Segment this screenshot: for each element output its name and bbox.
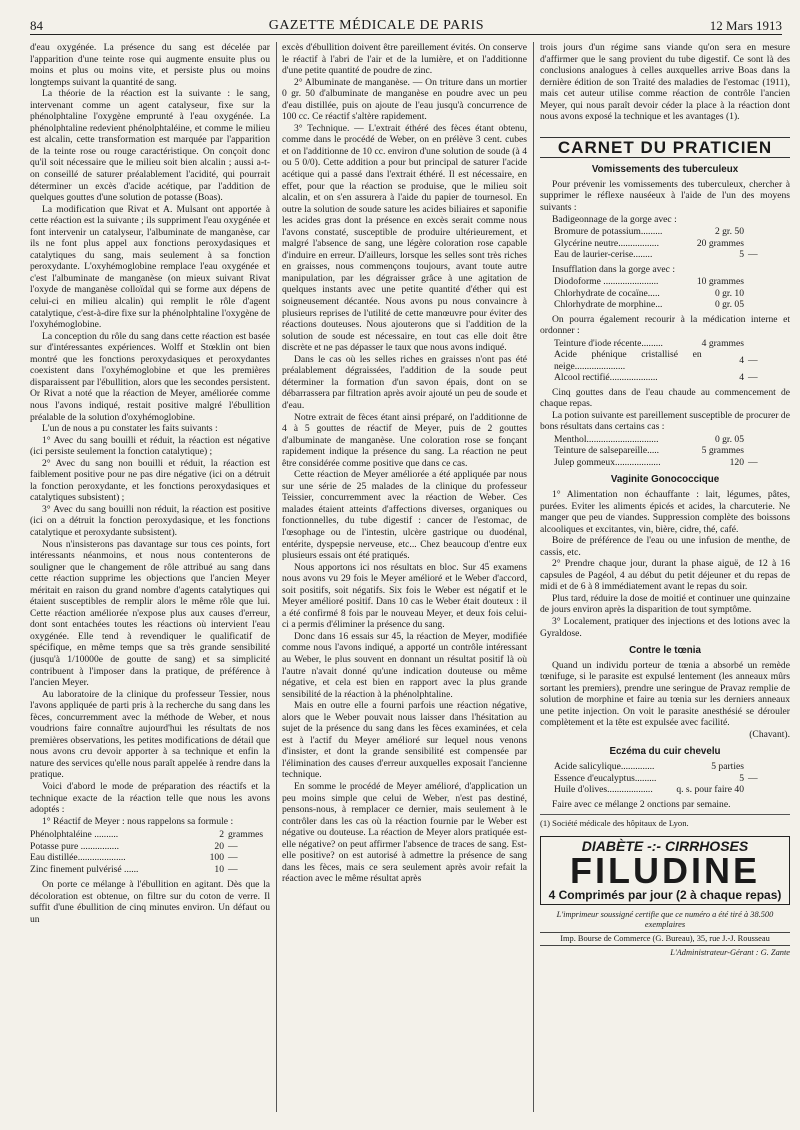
- ingredient: Diodoforme .......................: [554, 276, 659, 288]
- paragraph: Mais en outre elle a fourni parfois une réaction négative, alors que le Weber pouvait nous laisser dans l'hésitation au sujet de la présence du sang dans les fèces examinées, et cela est à l'actif du Meyer amélioré sur lequel nous venons d'insister, et dont la grande sensibilité est compensée par l'élimination des causes d'erreur auxquelles exposait l'ancienne technique.: [282, 700, 527, 781]
- paragraph: 2° Avec du sang non bouilli et réduit, la réaction est faiblement positive pour ne pas dire négative (ici on a détruit la fonction peroxydante, et les fonctions peroxydasiques et catalytiques subsistent) ;: [30, 457, 270, 504]
- formula-row: [554, 784, 790, 796]
- unit: [748, 445, 790, 457]
- paragraph: La théorie de la réaction est la suivante : le sang, intervenant comme un agent catalyseur, fixe sur la phénolphtaline l'oxygène emprunté à l'eau oxygénée. La phénolphtaline redevient phénolphtaléine, et comme le milieu est alcalin, cette transformation est marquée par l'apparition de la teinte rose ou rouge caractéristique. On conçoit donc qu'il soit nécessaire que le milieu soit bien alcalin ; aussi a-t-on conseillé de saturer préalablement l'acidité, qui pourrait déterminer un excès d'acide acétique, par l'addition de quelques gouttes d'une solution de potasse (Boas).: [30, 88, 270, 204]
- unit: —: [228, 863, 238, 875]
- paragraph: Donc dans 16 essais sur 45, la réaction de Meyer, modifiée comme nous l'avons indiqué, a apporté un contrôle intéressant au Weber, le plus souvent en donnant un résultat positif là où l'autre n'avait donné qu'une indication douteuse ou même négative, et cela est bien en rapport avec la plus grande sensibilité de la réaction à la phénolphtaline.: [282, 630, 527, 700]
- meyer-formula-table: [30, 829, 270, 875]
- paragraph: Cinq gouttes dans de l'eau chaude au commencement de chaque repas.: [540, 386, 790, 410]
- filudine-advertisement: [540, 836, 790, 905]
- formula-row: [554, 773, 790, 785]
- formula-row: [554, 249, 790, 261]
- quantity: 5: [739, 772, 744, 784]
- prescription-table: [554, 226, 790, 261]
- section-heading: Vomissements des tuberculeux: [591, 164, 739, 176]
- prescription-table: [554, 761, 790, 796]
- paragraph: trois jours d'un régime sans viande qu'on sera en mesure d'affirmer que le sang provient du tube digestif. Ce sont là des conclusions analogues à celles auxquelles arrive Boas dans la dernière édition de son Traité des maladies de l'estomac (1911), mais cet auteur utilise comme réaction de contrôle l'ancien Meyer, qui nous paraît devoir céder la place à la réaction dont nous avons exposé la technique et les avantages (1).: [540, 42, 790, 123]
- quantity: q. s. pour faire 40: [676, 784, 744, 796]
- formula-row: [554, 288, 790, 300]
- paragraph: Voici d'abord le mode de préparation des réactifs et la technique exacte de la réaction telle que nous les avons adoptés :: [30, 781, 270, 816]
- paragraph: Cette réaction de Meyer améliorée a été appliquée par nous sur une série de 25 malades de la clinique du professeur Teissier, concurremment avec la réaction de Weber. Ces malades étaient atteints d'affections diverses, organiques ou fonctionnelles, du tube digestif : cancer de l'estomac, de l'œsophage ou de l'intestin, ulcère gastrique ou duodénal, entérite, dyspepsie nerveuse, etc... Chez beaucoup d'entre eux plusieurs essais ont été pratiqués.: [282, 469, 527, 562]
- section-heading: Vaginite Gonococcique: [610, 474, 720, 486]
- paragraph: La modification que Rivat et A. Mulsant ont apportée à cette réaction est la suivante ; ils suppriment l'eau oxygénée et font intervenir un catalyseur, l'albuminate de manganèse, car ils ne font plus appel aux fonctions peroxydasiques et catalytiques du sang, mais seulement à sa fonction peroxydante. L'oxyhémoglobine remplace l'eau oxygénée et c'est l'albuminate de manganèse (on mieux suivant Rivat l'oxyde de manganèse colloïdal qui se forme aux dépens de celui-ci en milieu alcalin) qui remplit le rôle d'agent catalytique, c'est-à-dire fixe sur la phénolphtaline l'oxygène de l'oxyhémoglobine.: [30, 203, 270, 331]
- ingredient: Chlorhydrate de cocaïne.....: [554, 287, 660, 299]
- formula-row: [554, 445, 790, 457]
- ingredient: Acide salicylique..............: [554, 761, 655, 773]
- ingredient: Glycérine neutre.................: [554, 237, 659, 249]
- unit: [748, 288, 790, 300]
- unit: grammes: [228, 829, 264, 841]
- unit: [748, 761, 790, 773]
- formula-row: [30, 841, 270, 853]
- ingredient: Alcool rectifié....................: [554, 372, 658, 384]
- unit: —: [748, 249, 758, 261]
- quantity: 0 gr. 05: [714, 433, 744, 445]
- unit: —: [748, 355, 758, 366]
- formula-row: [554, 349, 790, 372]
- ad-brand-name: FILUDINE: [570, 850, 760, 892]
- quantity: 120: [729, 456, 744, 468]
- quantity: 5 parties: [711, 761, 744, 773]
- formula-row: [554, 434, 790, 446]
- quantity: 20: [214, 840, 224, 852]
- ingredient: Essence d'eucalyptus.........: [554, 772, 657, 784]
- quantity: 100: [209, 852, 224, 864]
- ingredient: Chlorhydrate de morphine...: [554, 299, 663, 311]
- page-number: 84: [30, 18, 43, 33]
- unit: [748, 434, 790, 446]
- imprint-block: [540, 910, 790, 958]
- paragraph: Nous apportons ici nos résultats en bloc. Sur 45 examens nous avons vu 29 fois le Meyer amélioré et le Weber d'accord, soit positifs, soit négatifs. Six fois le Weber est négatif et le Meyer amélioré positif. Dans 10 cas le Weber était douteux : il a été confirmé 8 fois par le nouveau Meyer, et deux fois celui-ci a permis d'éliminer la présence du sang.: [282, 561, 527, 631]
- unit: —: [228, 852, 238, 864]
- paragraph: excès d'ébullition doivent être pareillement évités. On conserve le réactif à l'abri de l'air et de la lumière, et on l'additionne d'une petite quantité de poudre de zinc.: [282, 42, 527, 77]
- ingredient: Bromure de potassium.........: [554, 226, 663, 238]
- paragraph: d'eau oxygénée. La présence du sang est décelée par l'apparition d'une teinte rose qui augmente ensuite plus ou moins et plus ou moins vite, et persiste plus ou moins longtemps suivant la quantité de sang.: [30, 42, 270, 88]
- formula-row: [554, 276, 790, 288]
- page-header: [30, 14, 782, 35]
- quantity: 4 grammes: [701, 337, 744, 349]
- quantity: 10: [214, 863, 224, 875]
- quantity: 20 grammes: [696, 237, 744, 249]
- paragraph: Boire de préférence de l'eau ou une infusion de menthe, de cassis, etc.: [540, 535, 790, 558]
- formula-row: [554, 338, 790, 350]
- formula-row: [554, 238, 790, 250]
- quantity: 4: [739, 355, 744, 366]
- ingredient: Eau distillée....................: [30, 852, 126, 864]
- formula-row: [554, 226, 790, 238]
- ingredient: Julep gommeux...................: [554, 456, 661, 468]
- formula-row: [30, 852, 270, 864]
- paragraph: La potion suivante est pareillement susceptible de procurer de bons résultats dans certains cas :: [540, 409, 790, 433]
- section-heading: Eczéma du cuir chevelu: [609, 746, 721, 758]
- formula-row: [554, 457, 790, 469]
- formula-row: [30, 829, 270, 841]
- journal-title: GAZETTE MÉDICALE DE PARIS: [268, 18, 485, 33]
- paragraph: 2° Prendre chaque jour, durant la phase aiguë, de 12 à 16 capsules de Pagéol, 4 au début du petit déjeuner et du repas de midi et de 6 à 8 immédiatement avant le repas du soir.: [540, 558, 790, 593]
- unit: [748, 276, 790, 288]
- paragraph: Badigeonnage de la gorge avec :: [552, 213, 677, 225]
- quantity: 10 grammes: [696, 276, 744, 288]
- unit: [748, 226, 790, 238]
- paragraph: Insufflation dans la gorge avec :: [552, 263, 675, 275]
- column-2: [282, 42, 527, 1112]
- ad-tagline: DIABÈTE -:- CIRRHOSES: [581, 837, 749, 854]
- paragraph: Notre extrait de fèces étant ainsi préparé, on l'additionne de 4 à 5 gouttes de réactif de Meyer, puis de 2 gouttes d'albuminate de manganèse. Une coloration rose se fonçant rapidement indique la présence du sang. La réaction ne peut être considérée comme positive que dans ce cas.: [282, 411, 527, 469]
- unit: —: [748, 456, 758, 468]
- column-divider-1: [276, 42, 277, 1112]
- paragraph: La conception du rôle du sang dans cette réaction est basée sur d'intéressantes expériences. Wolff et Stœklin ont bien montré que les fonctions peroxydasiques et peroxydantes coexistent dans l'oxyhémoglobine et que les premières disparaissent par l'ébullition, alors que les secondes persistent. Or Rivat a noté que la réaction de Meyer, améliorée comme nous l'avons indiqué, restait positive malgré l'ébullition préalable de la solution d'oxyhémoglobine.: [30, 330, 270, 423]
- prescription-table: [554, 276, 790, 311]
- ad-dosage: 4 Comprimés par jour (2 à chaque repas): [548, 888, 782, 903]
- ingredient: Potasse pure ................: [30, 840, 119, 852]
- unit: [748, 338, 790, 350]
- unit: [748, 238, 790, 250]
- paragraph: 3° Localement, pratiquer des injections et des lotions avec la Gyraldose.: [540, 616, 790, 639]
- quantity: 0 gr. 10: [714, 287, 744, 299]
- paragraph: 1° Réactif de Meyer : nous rappelons sa formule :: [42, 815, 234, 827]
- issue-date: 12 Mars 1913: [709, 18, 782, 33]
- formula-row: [554, 372, 790, 384]
- paragraph: Plus tard, réduire la dose de moitié et continuer une quinzaine de jours environ après la disparition de tout symptôme.: [540, 592, 790, 616]
- paragraph: Au laboratoire de la clinique du professeur Tessier, nous l'avons appliquée de parti pris à la recherche du sang dans les fèces, concurremment avec la méthode de Weber, et nous voudrions faire connaître aujourd'hui les résultats de nos premières observations, les petites modifications de détail que nous avons cru devoir apporter à sa technique et enfin la nature des services qu'elle nous paraît appelée à rendre dans la pratique.: [30, 688, 270, 781]
- formula-row: [554, 299, 790, 311]
- prescription-table: [554, 338, 790, 384]
- unit: —: [228, 840, 238, 852]
- paragraph: L'un de nous a pu constater les faits suivants :: [42, 423, 218, 435]
- ingredient: Zinc finement pulvérisé ......: [30, 863, 139, 875]
- paragraph: Faire avec ce mélange 2 onctions par semaine.: [552, 798, 731, 810]
- paragraph: 3° Avec du sang bouilli non réduit, la réaction est positive (ici on a détruit la fonction peroxydasique, et les fonctions catalytique et peroxydante subsistent).: [30, 503, 270, 538]
- paragraph: 1° Avec du sang bouilli et réduit, la réaction est négative (ici persiste seulement la fonction catalytique) ;: [30, 434, 270, 458]
- paragraph: 2° Albuminate de manganèse. — On triture dans un mortier 0 gr. 50 d'albuminate de manganèse en poudre avec un peu d'eau distillée, puis on ajoute de l'eau jusqu'à concurrence de 100 cc. Ce réactif s'altère rapidement.: [282, 76, 527, 123]
- ingredient: Teinture d'iode récente.........: [554, 337, 663, 349]
- formula-row: [30, 864, 270, 876]
- ingredient: Huile d'olives...................: [554, 784, 653, 796]
- carnet-du-praticien-heading: CARNET DU PRATICIEN: [540, 137, 790, 159]
- paragraph: Nous n'insisterons pas davantage sur tous ces points, fort intéressants néanmoins, et nous nous contenterons de souligner que le changement de rôle attribué au sang dans cette réaction supprime les objections que l'ancien Meyer méritait en raison du grand nombre d'agents catalytiques qui étaient susceptibles de remplir alors le même rôle que lui. Cette réaction améliorée n'expose plus aux causes d'erreur, dont sont entachées toutes les réactions où intervient l'eau oxygénée. Elle tend à revendiquer le qualificatif de spécifique, en même temps que sa très grande sensibilité (jusqu'à 1/10000e de goutte de sang) et sa simplicité contribuent à l'imposer dans la pratique, de préférence à l'ancien Meyer.: [30, 538, 270, 689]
- printer-address: Imp. Bourse de Commerce (G. Bureau), 35, rue J.-J. Rousseau: [540, 932, 790, 946]
- quantity: 2 gr. 50: [714, 226, 744, 238]
- column-1: [30, 42, 270, 1112]
- paragraph: Pour prévenir les vomissements des tuberculeux, chercher à supprimer le réflexe nauséeux à l'aide de l'un des moyens suivants :: [540, 178, 790, 214]
- unit: —: [748, 372, 758, 384]
- print-run-note: L'imprimeur soussigné certifie que ce numéro a été tiré à 38.500 exemplaires: [556, 909, 774, 929]
- formula-row: [554, 761, 790, 773]
- prescription-table: [554, 434, 790, 469]
- ingredient: Teinture de salsepareille.....: [554, 445, 660, 457]
- author-signature: (Chavant).: [749, 728, 790, 740]
- paragraph: On pourra également recourir à la médication interne et ordonner :: [540, 313, 790, 337]
- quantity: 2: [219, 829, 224, 841]
- paragraph: 3° Technique. — L'extrait éthéré des fèces étant obtenu, comme dans le procédé de Weber, on en prélève 3 cent. cubes et on l'additionne de 10 cc. environ d'une solution de soude (à 4 ou 5 0/0). Cette addition a pour but principal de saturer l'acide acétique qui a passé dans l'extrait éthéré. Il est nécessaire, en effet, pour que la réaction se produise, que le milieu soit alcalin, et on s'en assurera à l'aide du papier de tournesol. En outre la solution de soude sature les acides biliaires et saponifie les acides gras dont la présence en excès serait comme nous l'avons constaté, susceptible de produire ultérieurement, et malgré l'absence de sang, une légère coloration rose capable d'induire en erreur. D'ailleurs, lorsque les selles sont très riches en graisses, nous commençons toujours, avant toute autre manipulation, par les dégraisser grâce à une agitation de quelques instants avec une petite quantité d'éther qui est soigneusement décantée. Nous avons pu nous convaincre à plusieurs reprises de l'utilité de cette manœuvre pour éviter des réactions douteuses. Nous ajouterons que si l'addition de la solution de soude est nécessaire, en tout cas elle doit être discrète et ne pas dépasser le taux que nous avons indiqué.: [282, 122, 527, 354]
- ingredient: Phénolphtaléine ..........: [30, 829, 119, 841]
- ingredient: Menthol..............................: [554, 433, 659, 445]
- ingredient: Acide phénique cristallisé en neige.....................: [554, 349, 702, 372]
- unit: —: [748, 772, 758, 784]
- paragraph: En somme le procédé de Meyer amélioré, d'application un peu moins simple que celui de Weber, n'est pas destiné, pensons-nous, à remplacer ce dernier, mais seulement à le contrôler dans les cas où la réaction fournie par le Weber est négative ou douteuse. La réaction de Meyer alors pratiquée est-elle négative? on peut affirmer l'absence de traces de sang. Est-elle positive? on est autorisé à admettre la présence de sang dans les fèces, mais ce sera seulement après avoir refait la réaction avec le même résultat après: [282, 781, 527, 885]
- quantity: 4: [739, 372, 744, 384]
- quantity: 0 gr. 05: [714, 299, 744, 311]
- column-3: [540, 42, 790, 1112]
- paragraph: On porte ce mélange à l'ébullition en agitant. Dès que la décoloration est obtenue, on filtre sur du coton de verre. Il suffit d'une ébullition de cinq minutes environ. Un défaut ou un: [30, 879, 270, 925]
- column-divider-2: [533, 42, 534, 1112]
- quantity: 5 grammes: [701, 445, 744, 457]
- paragraph: Quand un individu porteur de tœnia a absorbé un remède tœnifuge, si le parasite est expulsé lentement (les anneaux mûrs sortant les premiers), prendre une seringue de Pravaz remplie de solution de morphine et faire au tœnia sur les derniers anneaux une petite injection. On voit le parasite anesthésié se dérouler complètement et la tête est expulsée avec facilité.: [540, 659, 790, 729]
- unit: [748, 299, 790, 311]
- paragraph: Dans le cas où les selles riches en graisses n'ont pas été préalablement dégraissées, l'addition de la soude peut déterminer la formation d'un savon épais, dont on se débarrassera par filtration après avoir ajouté un peu de soude et d'eau.: [282, 353, 527, 411]
- section-heading: Contre le tœnia: [629, 645, 701, 657]
- ingredient: Eau de laurier-cerise........: [554, 249, 653, 261]
- footnote: (1) Société médicale des hôpitaux de Lyon.: [540, 814, 790, 830]
- quantity: 5: [739, 249, 744, 261]
- unit: [748, 784, 790, 796]
- paragraph: 1° Alimentation non échauffante : lait, légumes, pâtes, purées. Eviter les aliments épicés et acides, la charcuterie. Ne manger que peu de viandes. Suppression complète des boissons alcooliques et excitantes, vin, bière, cidre, thé, café.: [540, 488, 790, 535]
- administrator-gerant: L'Administrateur-Gérant : G. Zante: [670, 947, 790, 957]
